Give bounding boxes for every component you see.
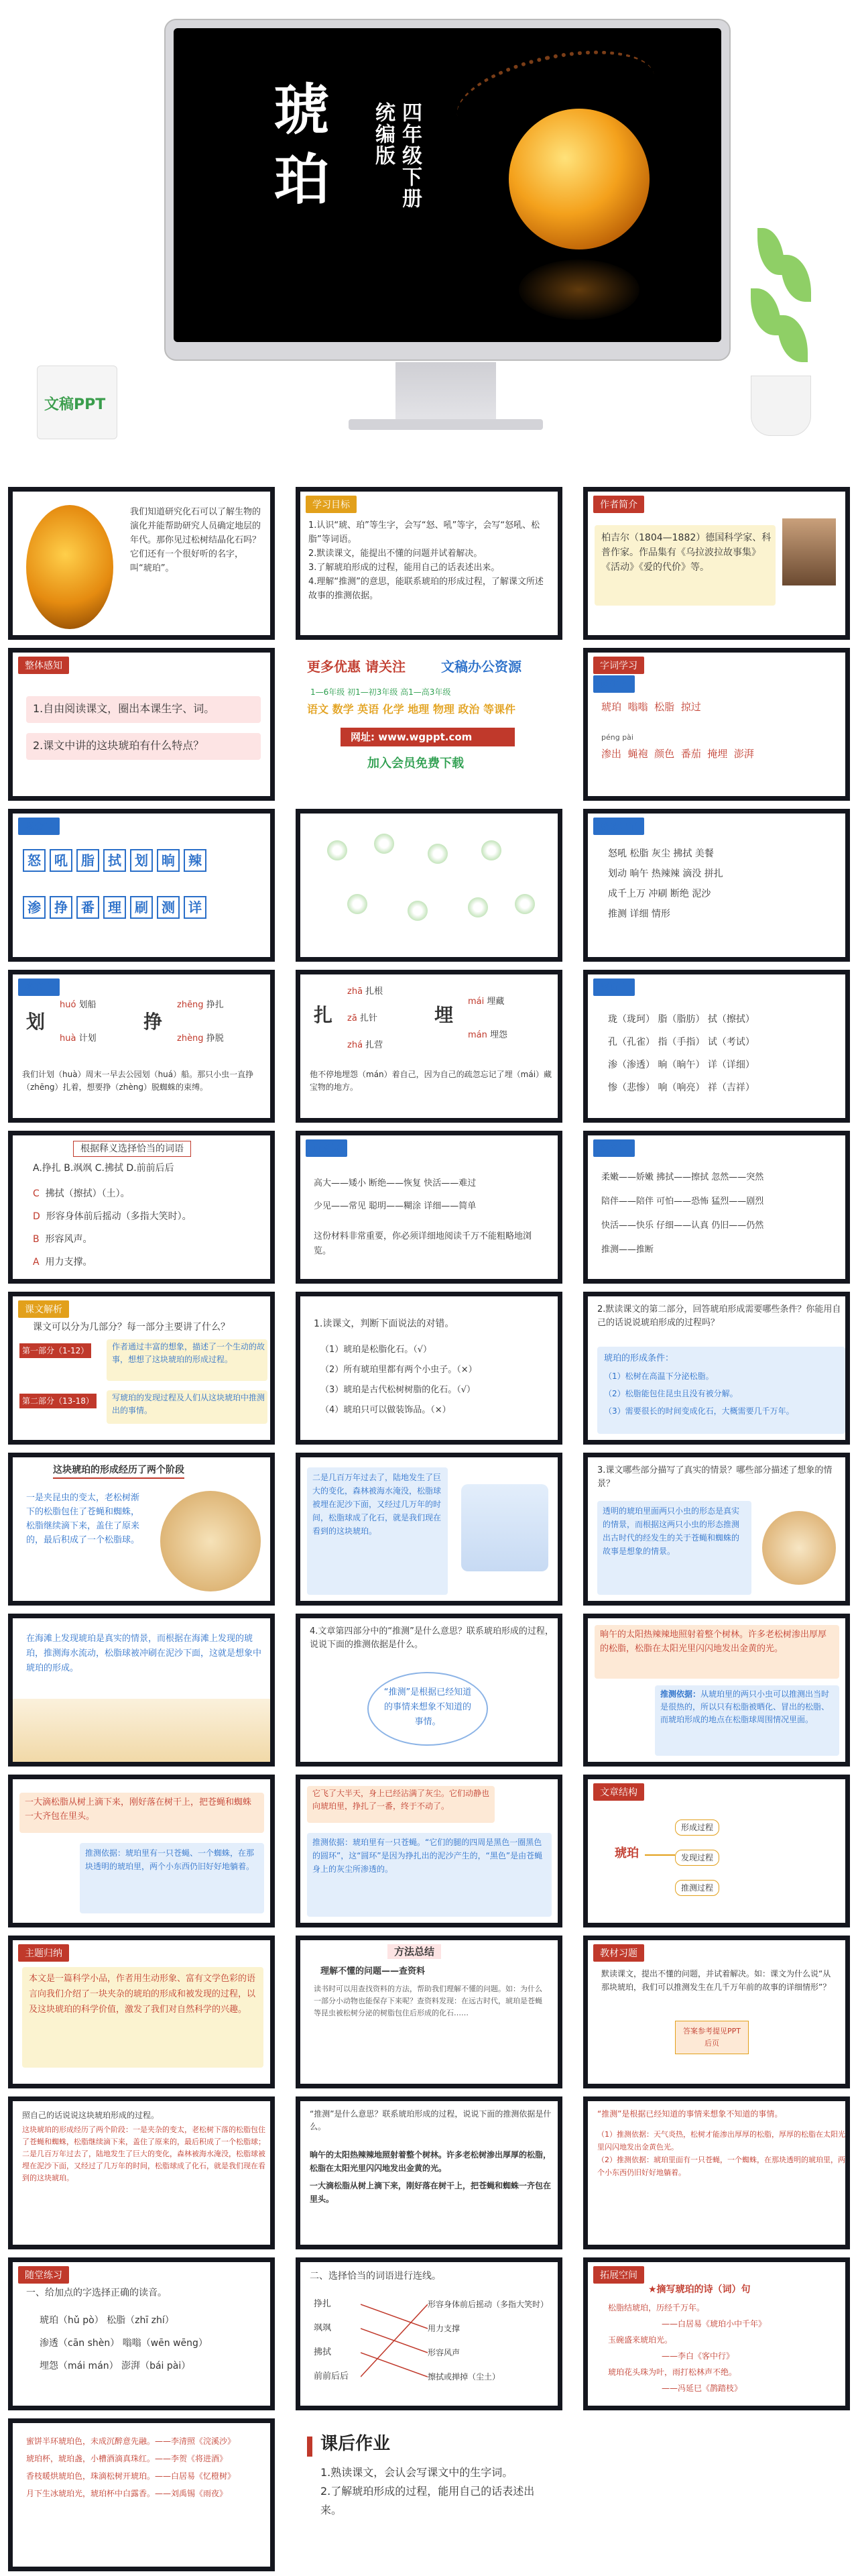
cover-title — [274, 75, 348, 215]
promo-site[interactable]: 网址: www.wgppt.com — [351, 731, 473, 743]
homework-list: 1.熟读课文，会认会写课文中的生字词。 2.了解琥珀形成的过程，能用自己的话表述出来。 — [320, 2466, 535, 2516]
slide-poems — [8, 2418, 275, 2571]
poly-zheng-1: zhēng 挣扎 — [177, 1000, 224, 1010]
tf-list: （1）琥珀是松脂化石。（√） （2）所有琥珀里都有两个小虫子。（×） （3）琥珀是古代松树树脂的化石。（√） （4）琥珀只可以做装饰品。（×） — [320, 1345, 477, 1415]
slide-overview — [8, 648, 275, 801]
structure-branch: 发现过程 — [675, 1850, 719, 1866]
synonyms-label: 近义词 — [306, 1139, 347, 1157]
structure-branch: 形成过程 — [675, 1819, 719, 1836]
poly-zha-2: zā 扎针 — [347, 1013, 377, 1023]
slide-extension — [583, 2257, 850, 2410]
vocab-row2-words: 渗出 蝇袍 颜色 番茄 掩埋 澎湃 — [601, 748, 754, 760]
part1-text: 作者通过丰富的想象，描述了一个生动的故事，想想了这块琥珀的形成过程。 — [112, 1342, 265, 1364]
poly-note: 我们计划（huà）周末一早去公园划（huá）船。那只小虫一直挣（zhēng）扎着，想要挣（zhèng）脱蜘蛛的束缚。 — [22, 1070, 254, 1092]
goal-item: 4.理解“推测”的意思，能联系琥珀的形成过程，了解课文所述故事的推测依据。 — [308, 577, 544, 601]
homework-title: 课后作业 — [320, 2434, 391, 2454]
promo-line1: 更多优惠 请关注 — [307, 659, 406, 675]
basis1-top: 晌午的太阳热辣辣地照射着整个树林。许多老松树渗出厚厚的松脂，松脂在太阳光里闪闪地发出金黄的光。 — [600, 1630, 827, 1654]
synonyms-list: 高大——矮小 断绝——恢复 快活——难过 少见——常见 聪明——糊涂 详细——简单 — [314, 1178, 477, 1211]
slide-basis-1 — [583, 1614, 850, 1767]
vocab-sub: 读生字 — [593, 675, 635, 693]
retell-question: 照自己的话说说这块琥珀形成的过程。 — [22, 2111, 160, 2120]
poly-hua-1: huó 划船 — [60, 1000, 97, 1010]
memo-list: 怒吼 松脂 灰尘 拂拭 美餐 划动 晌午 热辣辣 滴没 拼扎 成千上万 冲刷 断绝 泥沙 推测 详细 情形 — [608, 848, 723, 919]
basis2-top: 一大滴松脂从树上滴下来，刚好落在树干上，把苍蝇和蜘蛛一大齐包在里头。 — [25, 1797, 252, 1822]
theme-text: 本文是一篇科学小品，作者用生动形象、富有文学色彩的语言向我们介绍了一块夹杂的琥珀的形成和被发现的过程，以及这块琥珀的科学价值，激发了我们对自然科学的兴趣。 — [29, 1974, 256, 2015]
plant-pot — [751, 376, 811, 436]
overview-label: 整体感知 — [18, 657, 69, 674]
desk-calendar — [37, 366, 117, 439]
retell-body: 这块琥珀的形成经历了两个阶段：一是夹杂的变太，老松树下落的松脂包住了苍蝇和蜘蛛，松脂继续滴下来，盖住了原来的，最后积成了一个松脂球；二是几百万年过去了，陆地发生了巨大的变化，森林被海水淹没，松脂球被埋在泥沙下面，又经过了几万年的时间，松脂球成了化石，就是我们现在看到的这块琥珀。 — [22, 2125, 265, 2182]
basis1-body: 推测依据：从琥珀里的两只小虫可以推测出当时是很热的，所以只有松脂被晒化、冒出的松脂、而琥珀形成的地点在松脂球周围情况里面。 — [660, 1689, 830, 1724]
promo-brand: 文稿办公资源 — [441, 659, 522, 675]
potted-plant — [744, 215, 818, 389]
part2-label: 第二部分（13-18） — [19, 1394, 97, 1408]
slide-choose-word — [8, 1131, 275, 1284]
promo-grades: 1—6年级 初1—初3年级 高1—高3年级 — [310, 687, 451, 697]
antonyms-label: 反义词 — [593, 1139, 635, 1157]
goal-item: 3.了解琥珀形成的过程，能用自己的话表述出来。 — [308, 563, 500, 573]
title-char-2: 珀 — [274, 148, 330, 212]
speculate-bubble-text: “推测”是根据已经知道的事情来想象不知道的事情。 — [383, 1687, 472, 1727]
slide-practice — [8, 2257, 275, 2410]
vocab-row2-pinyin: péng pài — [601, 733, 633, 742]
practice-label: 随堂练习 — [18, 2266, 69, 2284]
slide-goals — [296, 487, 562, 640]
slide-real-imagined — [583, 1453, 850, 1606]
synonyms-note: 这份材料非常重要，你必须详细地阅读千万不能粗略地浏览。 — [314, 1231, 532, 1256]
extension-title: ★摘写琥珀的诗（词）句 — [648, 2284, 751, 2295]
extension-lines: 松脂结琥珀，历经千万年。 ——白居易《琥珀小中千年》 玉碗盛来琥珀光。 ——李白《客中行》 琥珀花头珠为叶，雨打松林声不绝。 ——冯延巳《鹊踏枝》 — [608, 2303, 767, 2393]
choose-title: 根据释义选择恰当的词语 — [73, 1141, 191, 1157]
antonyms-list: 柔嫩——娇嫩 拂拭——擦拭 忽然——突然 陪伴——陪伴 可怕——恐怖 猛烈——剧烈 快活——快乐 仔细——认真 仍旧——仍然 推测——推断 — [601, 1172, 764, 1255]
slide-author — [583, 487, 850, 640]
slide-structure-map — [583, 1775, 850, 1927]
poly-hua-2: huà 计划 — [60, 1033, 97, 1044]
char-row-2: 渗 挣 番 理 刷 测 详 — [21, 894, 275, 921]
analysis-question: 课文可以分为几部分？每一部分主要讲了什么？ — [33, 1322, 230, 1333]
cover-subtitle-edition: 统编版 — [371, 102, 395, 166]
slide-intro — [8, 487, 275, 640]
author-portrait — [782, 518, 836, 585]
poly-mai-2: mán 埋怨 — [468, 1030, 508, 1040]
slide-speculate-answer — [583, 2096, 850, 2249]
author-label: 作者简介 — [593, 496, 644, 513]
poly-char-mai: 埋 — [434, 1004, 454, 1026]
amber-reflection — [519, 260, 639, 320]
goal-item: 2.默读课文，能提出不懂的问题并试着解决。 — [308, 549, 483, 559]
author-text: 柏吉尔（1804—1882）德国科学家、科普作家。作品集有《乌拉波拉故事集》《活动》《爱的代价》等。 — [601, 533, 772, 573]
memo-label: 读读记记 — [593, 818, 644, 835]
part1-label: 第一部分（1-12） — [19, 1343, 91, 1358]
slide-speculate-2 — [296, 2096, 562, 2249]
practice-list: 琥珀（hǔ pò） 松脂（zhī zhí） 渗透（cān shèn） 嗡嗡（wēn wēng） 埋怨（mái mán） 澎湃（bái pài） — [40, 2315, 208, 2371]
slide-synonyms — [296, 1131, 562, 1284]
exercise-label: 教材习题 — [593, 1944, 644, 1962]
practice-question: 一、给加点的字选择正确的读音。 — [26, 2288, 167, 2298]
part2-text: 写琥珀的发现过程及人们从这块琥珀中推测出的事情。 — [112, 1393, 265, 1415]
promo-join: 加入会员免费下载 — [367, 757, 464, 771]
poems-list: 蜜饼半环琥珀色，未成沉醉意先融。——李清照《浣溪沙》 琥珀杯，琥珀盏，小槽酒滴真珠红。——李贺《将进酒》 香枝暖烘琥珀色，珠滴松树开琥珀。——白居易《忆橙树》 月下生冰琥珀光，琥珀杯中白露香。——刘禹锡《雨夜》 — [26, 2437, 236, 2498]
exercise-text: 默读课文，提出不懂的问题，并试着解决。如：课文为什么说“从那块琥珀，我们可以推测发生在几千万年前的故事的详细情形”？ — [601, 1969, 831, 1992]
slide-basis-3 — [296, 1775, 562, 1927]
goals-label: 学习目标 — [306, 496, 357, 513]
char-row-1: 怒 吼 脂 拭 划 晌 辣 — [21, 847, 275, 874]
structure-connector — [645, 1854, 675, 1856]
matching-question: 二、选择恰当的词语进行连线。 — [310, 2271, 441, 2282]
cover-screen — [174, 28, 721, 342]
beach-text: 在海滩上发现琥珀是真实的情景，而根据在海滩上发现的琥珀，推测海水流动，松脂球被冲刷在泥沙下面，这就是想象中琥珀的形成。 — [26, 1634, 262, 1673]
speculate-question: 4.文章第四部分中的“推测”是什么意思？联系琥珀形成的过程，说说下面的推测依据是什么。 — [310, 1626, 554, 1650]
tf-question: 1.读课文，判断下面说法的对错。 — [314, 1319, 454, 1329]
real-question: 3.课文哪些部分描写了真实的情景？哪些部分描述了想象的情景？ — [597, 1465, 833, 1489]
speculate2-question: “推测”是什么意思？联系琥珀形成的过程，说说下面的推测依据是什么。 — [310, 2109, 552, 2131]
slide-read-memo — [583, 809, 850, 962]
polyphone-label: 多音字 — [18, 978, 60, 996]
homework-marker — [307, 2437, 312, 2457]
basis2-body: 推测依据：琥珀里有一只苍蝇、一个蜘蛛，在那块透明的琥珀里，两个小东西仍旧好好地躺着。 — [85, 1848, 255, 1871]
similar-label: 形近字 — [593, 978, 635, 996]
slide-stages — [8, 1453, 275, 1606]
beach-illustration — [13, 1699, 270, 1762]
promo-subjects: 语文 数学 英语 化学 地理 物理 政治 等课件 — [307, 703, 515, 716]
poly-note-2: 他不停地埋怨（mán）着自己，因为自己的疏忽忘记了埋（mái）藏宝物的地方。 — [310, 1070, 552, 1092]
write-label: 我会写 — [18, 818, 60, 835]
insect-illustration — [762, 1511, 836, 1585]
overview-q2: 2.课文中讲的这块琥珀有什么特点？ — [33, 739, 204, 752]
real-answer: 透明的琥珀里面两只小虫的形态是真实的情景，而根据这两只小虫的形态推测出古时代的经发生的关于苍蝇和蜘蛛的故事是想象的情景。 — [603, 1506, 740, 1556]
basis3-body: 推测依据：琥珀里有一只苍蝇。“它们的腿的四周是黑色一圈黑色的圆环”，这“圆环”是因为挣扎出的泥沙产生的，“黑色”是由苍蝇身上的灰尘所渗透的。 — [312, 1838, 543, 1874]
poly-char-zheng: 挣 — [143, 1011, 163, 1033]
analysis-label: 课文解析 — [18, 1300, 69, 1318]
slide-theme — [8, 1936, 275, 2088]
stage1-text: 一是夹昆虫的变太，老松树渐下的松脂包住了苍蝇和蜘蛛，松脂继续滴下来，盖住了原来的，最后积成了一个松脂球。 — [26, 1493, 140, 1545]
vocab-label: 字词学习 — [593, 657, 644, 674]
poly-zha-3: zhá 扎营 — [347, 1040, 383, 1050]
stages-title: 这块琥珀的形成经历了两个阶段 — [53, 1463, 184, 1479]
slide-basis-2 — [8, 1775, 275, 1927]
choose-list: C 拂拭（擦拭）（土）。 D 形容身体前后摇动（多指大笑时）。 B 形容风声。 A 用力支撑。 — [33, 1188, 192, 1268]
vocab-row1-words: 琥珀 嗡嗡 松脂 掠过 — [601, 701, 701, 713]
speculate2-lines: 晌午的太阳热辣辣地照射着整个树林。许多老松树渗出厚厚的松脂，松脂在太阳光里闪闪地发出金黄的光。 一大滴松脂从树上滴下来，刚好落在树干上，把苍蝇和蜘蛛一齐包在里头。 — [310, 2150, 552, 2204]
slide-antonyms — [583, 1131, 850, 1284]
slide-write-chars — [8, 809, 275, 962]
slide-polyphone-1 — [8, 970, 275, 1123]
poly-char-hua: 划 — [26, 1011, 46, 1033]
conditions-question: 2.默读课文的第二部分，回答琥珀形成需要哪些条件？你能用自己的话说说琥珀形成的过程吗？ — [597, 1304, 841, 1328]
overview-q1: 1.自由阅读课文，圈出本课生字、词。 — [33, 702, 215, 715]
method-label: 方法总结 — [387, 1944, 441, 1959]
theme-label: 主题归纳 — [18, 1944, 69, 1962]
structure-label: 文章结构 — [593, 1783, 644, 1801]
slide-conditions — [583, 1292, 850, 1445]
slide-speculate — [296, 1614, 562, 1767]
poly-char-zha: 扎 — [314, 1004, 333, 1026]
amber-illustration — [461, 1484, 548, 1571]
basis3-top: 它飞了大半天，身上已经沾满了灰尘。它们动静也向琥珀里，挣扎了一番，终于不动了。 — [312, 1789, 490, 1811]
slide-similar-chars — [583, 970, 850, 1123]
cover-subtitle-grade: 四年级下册 — [398, 102, 422, 209]
speculate-answer-list: （1）推测依据：天气炎热，松树才能渗出厚厚的松脂，厚厚的松脂在太阳光里闪闪地发出金黄色光。 （2）推测依据：琥珀里面有一只苍蝇，一个蜘蛛，在那块透明的琥珀里，两个小东西仍旧好好地躺着。 — [597, 2130, 845, 2177]
monitor-stand — [395, 362, 496, 423]
matching-lines — [361, 2292, 428, 2393]
scorpion-amber-image — [26, 505, 113, 629]
conditions-list: （1）松树在高温下分泌松脂。 （2）松脂能包住昆虫且没有被分解。 （3）需要很长的时间变成化石，大概需要几千万年。 — [604, 1371, 794, 1416]
slide-flowers — [296, 809, 562, 962]
slide-promo — [296, 648, 562, 801]
slide-beach — [8, 1614, 275, 1767]
slide-vocab — [583, 648, 850, 801]
hero-banner — [0, 0, 858, 469]
slide-matching — [296, 2257, 562, 2410]
brand-logo: 文稿PPT — [44, 396, 106, 413]
choose-options: A.挣扎 B.飒飒 C.拂拭 D.前前后后 — [33, 1163, 174, 1174]
goals-list — [308, 518, 550, 603]
speculate-answer-intro: “推测”是根据已经知道的事情来想象不知道的事情。 — [597, 2109, 783, 2119]
matching-left: 挣扎 飒飒 拂拭 前前后后 — [314, 2299, 349, 2382]
exercise-stamp: 答案参考提见PPT后页 — [675, 2021, 749, 2054]
monitor — [164, 19, 731, 361]
method-text: 读书时可以用查找资料的方法，帮助我们理解不懂的问题。如：为什么一部分小动物也能保存下来呢？查资料发现：在远古时代，琥珀是苍蝇等昆虫被松树分泌的树脂包住后形成的化石…… — [314, 1984, 542, 2017]
conditions-heading: 琥珀的形成条件： — [604, 1353, 674, 1363]
slide-retell — [8, 2096, 275, 2249]
slide-exercise — [583, 1936, 850, 2088]
structure-center: 琥珀 — [615, 1846, 639, 1860]
similar-list: 珑（珑珂） 脂（脂肪） 拭（擦拭） 孔（孔雀） 指（手指） 试（考试） 渗（渗透） 晌（晌午） 详（详细） 惨（悲惨） 响（响亮） 祥（吉祥） — [608, 1014, 755, 1093]
slide-true-false — [296, 1292, 562, 1445]
matching-right: 形容身体前后摇动（多指大笑时） 用力支撑 形容风声 擦拭或掸掉（尘土） — [428, 2300, 549, 2382]
goal-item: 1.认识“琥、珀”等生字，会写“怒、吼”等字，会写“怒吼、松脂”等词语。 — [308, 520, 540, 545]
slide-homework — [296, 2418, 562, 2571]
stage2-text: 二是几百万年过去了，陆地发生了巨大的变化，森林被海水淹没，松脂球被埋在泥沙下面，又经过几万年的时间，松脂球成了化石，就是我们现在看到的这块琥珀。 — [312, 1473, 442, 1536]
poly-zha-1: zhā 扎根 — [347, 987, 383, 997]
extension-label: 拓展空间 — [593, 2266, 644, 2284]
method-title: 理解不懂的问题——查资料 — [320, 1966, 426, 1976]
slide-method — [296, 1936, 562, 2088]
slide-structure-q — [8, 1292, 275, 1445]
poly-zheng-2: zhèng 挣脱 — [177, 1033, 224, 1044]
monitor-base — [349, 419, 543, 430]
intro-text: 我们知道研究化石可以了解生物的演化并能帮助研究人员确定地层的年代。那你见过松树结晶化石吗？它们还有一个很好听的名字，叫“琥珀”。 — [130, 507, 261, 573]
title-char-1: 琥 — [274, 78, 330, 142]
tree-illustration — [160, 1491, 261, 1591]
amber-pendant-image — [509, 109, 650, 249]
structure-branch: 推测过程 — [675, 1880, 719, 1896]
poly-mai-1: mái 埋藏 — [468, 997, 505, 1007]
slide-polyphone-2 — [296, 970, 562, 1123]
slide-stage2 — [296, 1453, 562, 1606]
